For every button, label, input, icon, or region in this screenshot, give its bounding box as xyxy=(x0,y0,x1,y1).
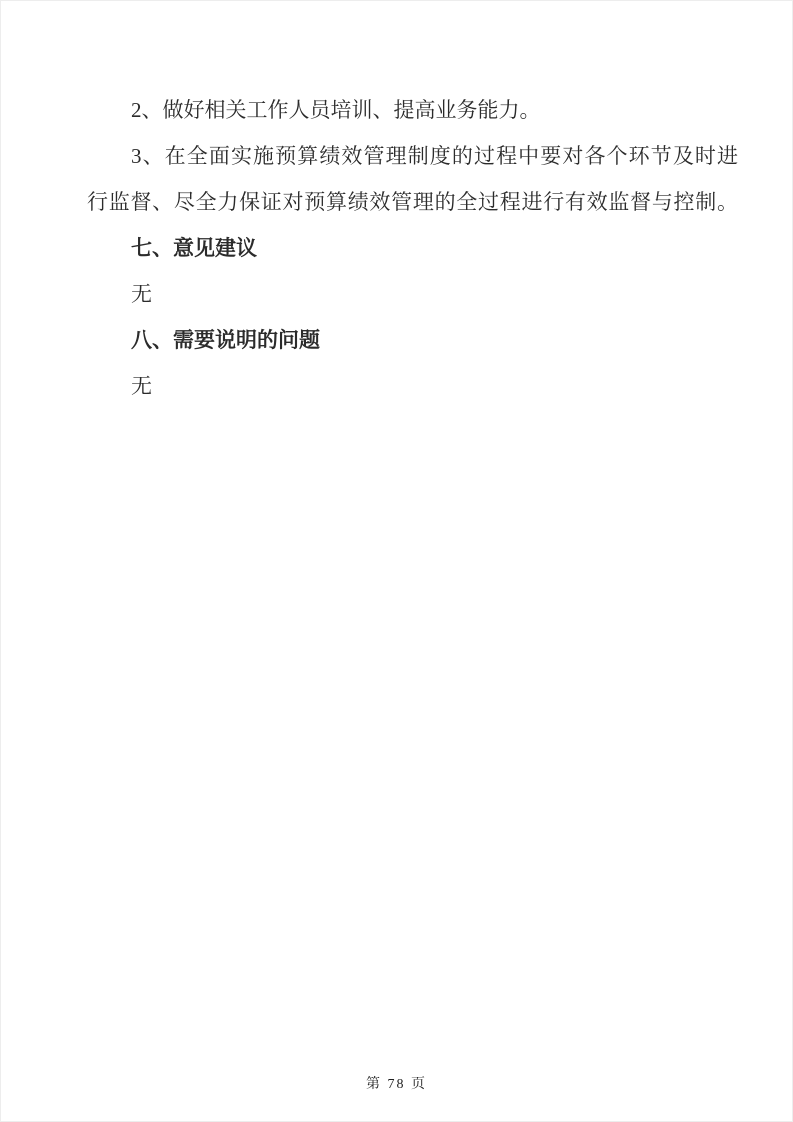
section-heading-7: 七、意见建议 xyxy=(131,236,257,260)
paragraph-3-line-1: 3、在全面实施预算绩效管理制度的过程中要对各个环节及时进 xyxy=(131,144,738,168)
section-heading-8: 八、需要说明的问题 xyxy=(131,328,320,352)
page-footer xyxy=(1,1073,792,1093)
paragraph-2: 2、做好相关工作人员培训、提高业务能力。 xyxy=(131,98,541,122)
section-8-answer: 无 xyxy=(131,374,152,398)
paragraph-3-line-2: 行监督、尽全力保证对预算绩效管理的全过程进行有效监督与控制。 xyxy=(87,190,738,214)
document-body xyxy=(87,87,738,409)
page-number-label: 第 78 页 xyxy=(366,1077,427,1092)
section-7-answer: 无 xyxy=(131,282,152,306)
